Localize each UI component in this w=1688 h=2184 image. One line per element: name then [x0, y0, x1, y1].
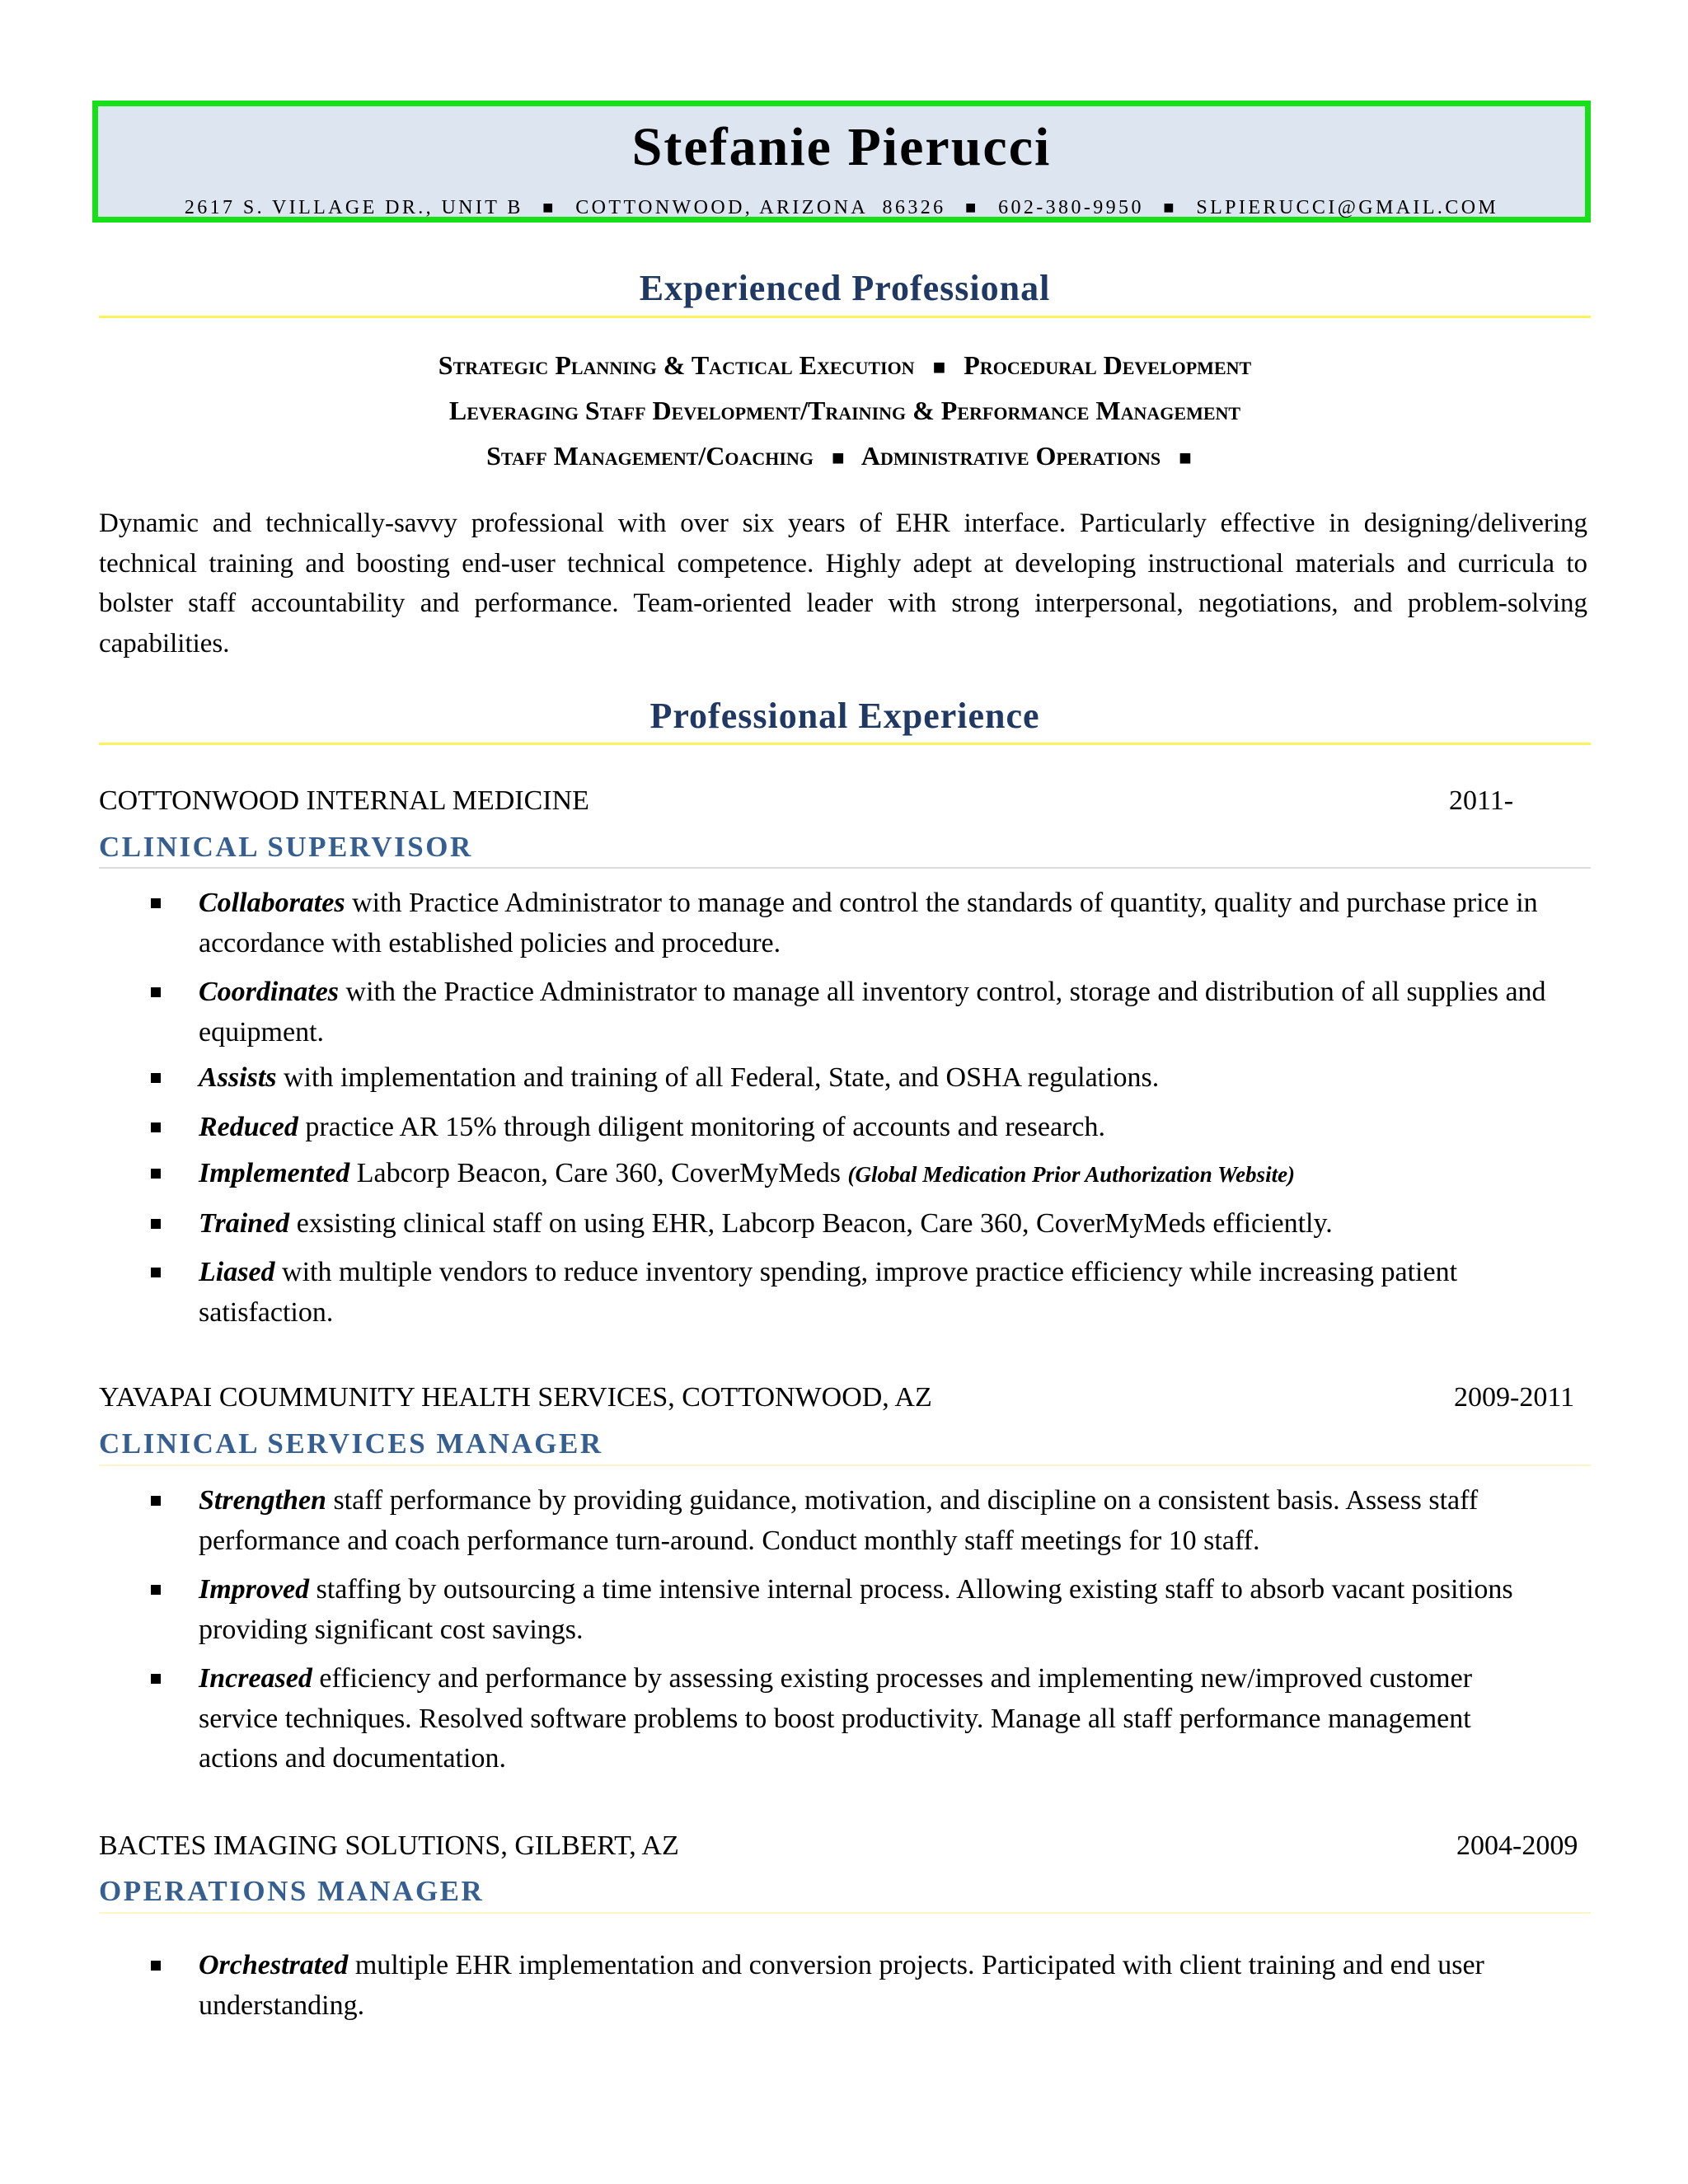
job-dates: 2004-2009 [1456, 1830, 1578, 1861]
job-divider [99, 1912, 1591, 1914]
skills-line-3 [99, 441, 1591, 471]
contact-line [98, 197, 1585, 219]
job-role: CLINICAL SUPERVISOR [99, 831, 473, 863]
job-company: BACTES IMAGING SOLUTIONS, GILBERT, AZ [99, 1830, 679, 1861]
list-item: Coordinates with the Practice Administrator to manage all inventory control, storage and distribution of all supplies and equipment. [0, 972, 1550, 1052]
section-divider [99, 743, 1591, 745]
bullet-icon [151, 1219, 161, 1229]
list-item: Trained exsisting clinical staff on using EHR, Labcorp Beacon, Care 360, CoverMyMeds efficiently. [0, 1204, 1550, 1244]
bullet-icon [151, 1122, 161, 1132]
job-role: OPERATIONS MANAGER [99, 1875, 485, 1907]
job-bullets [0, 883, 1688, 1333]
job-role: CLINICAL SERVICES MANAGER [99, 1427, 603, 1460]
skills-line-1 [99, 350, 1591, 381]
contact-email: SLPIERUCCI@GMAIL.COM [1196, 197, 1499, 218]
separator-icon: ■ [932, 355, 946, 379]
job-bullets [0, 1946, 1688, 2026]
list-item: Improved staffing by outsourcing a time intensive internal process. Allowing existing staff to absorb vacant positions providing significant cost savings. [0, 1570, 1550, 1650]
list-item: Liased with multiple vendors to reduce inventory spending, improve practice efficiency while increasing patient satisfaction. [0, 1253, 1550, 1333]
job-company: COTTONWOOD INTERNAL MEDICINE [99, 785, 589, 816]
list-item: Strengthen staff performance by providing guidance, motivation, and discipline on a consistent basis. Assess staff performance and coach performance turn-around. Conduct monthly staff meetings for 10 staff. [0, 1481, 1550, 1561]
job-company: YAVAPAI COUMMUNITY HEALTH SERVICES, COTTONWOOD, AZ [99, 1382, 932, 1413]
job-dates: 2009-2011 [1454, 1382, 1575, 1413]
skill-item: Staff Management/Coaching [486, 441, 814, 471]
separator-icon: ■ [1179, 446, 1192, 470]
list-item: Reduced practice AR 15% through diligent monitoring of accounts and research. [0, 1108, 1550, 1148]
job-divider [99, 1465, 1591, 1466]
job-dates: 2011- [1449, 785, 1514, 816]
skills-line-2 [99, 396, 1591, 426]
bullet-icon [151, 1073, 161, 1083]
skill-item: Leveraging Staff Development/Training & Performance Management [448, 396, 1241, 425]
separator-icon: ■ [964, 197, 979, 218]
list-item: Implemented Labcorp Beacon, Care 360, CoverMyMeds (Global Medication Prior Authorization Website) [0, 1154, 1550, 1195]
contact-address: 2617 S. VILLAGE DR., UNIT B [184, 197, 523, 218]
separator-icon: ■ [831, 446, 845, 470]
skill-item: Strategic Planning & Tactical Execution [438, 350, 915, 380]
experience-title: Professional Experience [649, 696, 1040, 736]
bullet-icon [151, 1961, 161, 1971]
bullet-icon [151, 1585, 161, 1595]
list-item: Collaborates with Practice Administrator to manage and control the standards of quantity, quality and purchase price in accordance with established policies and procedure. [0, 883, 1550, 963]
bullet-icon [151, 1268, 161, 1277]
job-divider [99, 867, 1591, 869]
job-bullets [0, 1481, 1688, 1779]
summary-paragraph: Dynamic and technically-savvy professional with over six years of EHR interface. Particularly effective in designing/delivering technical training and boosting end-user technical competence. Highly adept at developing instructional materials and curricula to bolster staff accountability and performance. Team-oriented leader with strong interpersonal, negotiations, and problem-solving capabilities. [99, 509, 1587, 658]
list-item: Increased efficiency and performance by assessing existing processes and implementing new/improved customer service techniques. Resolved software problems to boost productivity. Manage all staff performance management actions and documentation. [0, 1659, 1550, 1779]
list-item: Orchestrated multiple EHR implementation and conversion projects. Participated with client training and end user understanding. [0, 1946, 1550, 2026]
bullet-icon [151, 987, 161, 997]
skill-item: Procedural Development [964, 350, 1252, 380]
section-divider [99, 316, 1591, 318]
header-box [92, 101, 1591, 223]
contact-city: COTTONWOOD, ARIZONA 86326 [575, 197, 946, 218]
bullet-icon [151, 1674, 161, 1684]
profile-title: Experienced Professional [639, 268, 1051, 308]
contact-phone: 602-380-9950 [998, 197, 1144, 218]
separator-icon: ■ [542, 197, 556, 218]
candidate-name: Stefanie Pierucci [631, 117, 1052, 177]
bullet-icon [151, 898, 161, 908]
skill-item: Administrative Operations [860, 441, 1161, 471]
bullet-icon [151, 1169, 161, 1179]
bullet-icon [151, 1496, 161, 1506]
separator-icon: ■ [1163, 197, 1177, 218]
list-item: Assists with implementation and training of all Federal, State, and OSHA regulations. [0, 1058, 1550, 1099]
